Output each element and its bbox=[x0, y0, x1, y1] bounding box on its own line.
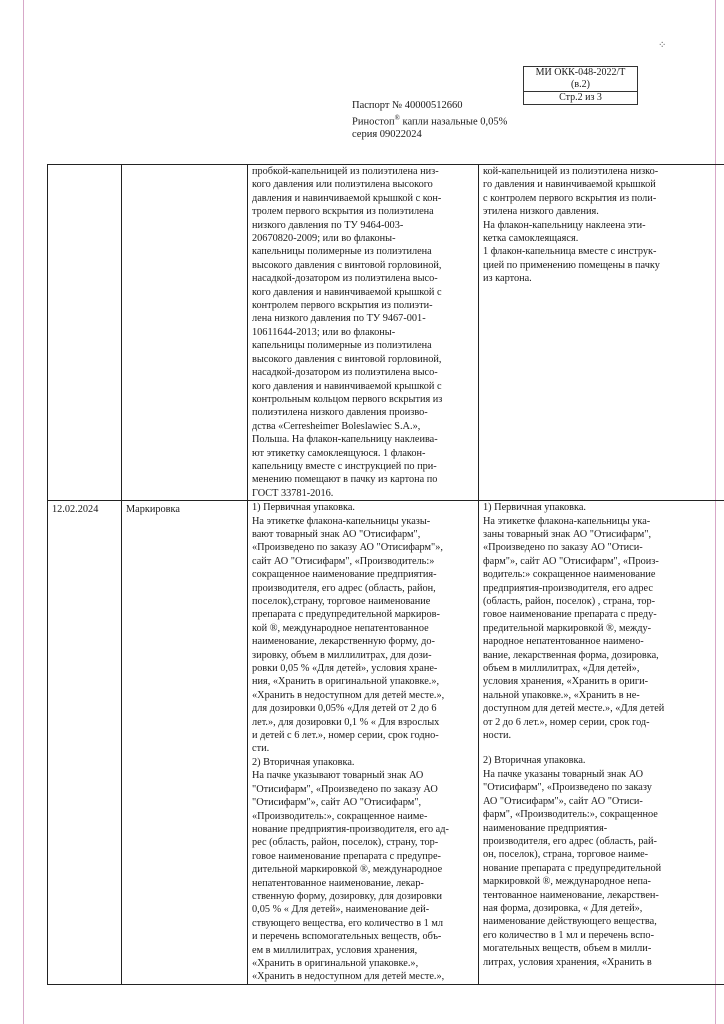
corner-mark: ⁘ bbox=[658, 40, 667, 51]
page-number: Стр.2 из 3 bbox=[523, 92, 638, 105]
old-primary-packaging-text: 1) Первичная упаковка. На этикетке флакона-капельницы указы- вают товарный знак АО "Отисифарм", «Произведено по заказу АО "Отисифарм"», сайт АО "Отисифарм", «Производитель:» сокращенное наименование предприятия- производителя, его адрес (область, район, поселок),страну, торговое наименование препарата с предупредительной маркиров- кой ®, международное непатентованное наименование, лекарственную форму, до- зировку, объем в миллилитрах, для дози- ровки 0,05 % «Для детей», условия хране- ния, «Хранить в оригинальной упаковке.», «Хранить в недоступном для детей месте.», для дозировки 0,05% «Для детей от 2 до 6 лет.», для дозировки 0,1 % « Для взрослых и детей с 6 лет.», номер серии, срок годно- сти. bbox=[252, 502, 445, 755]
product-name-line bbox=[352, 112, 507, 129]
old-packaging-text: пробкой-капельницей из полиэтилена низ- кого давления или полиэтилена высокого давления и навинчиваемой крышкой с кон- тролем первого вскрытия из полиэтилена низкого давления по ТУ 9464-003- 20670820-2009; или во флаконы- капельницы полимерные из полиэтилена высокого давления с винтовой горловиной, насадкой-дозатором из полиэтилена высо- кого давления и навинчиваемой крышкой с контролем первого вскрытия из полиэти- лена низкого давления по ТУ 9467-001- 10611644-2013; или во флаконы- капельницы полимерные из полиэтилена высокого давления с винтовой горловиной, насадкой-дозатором из полиэтилена высо- кого давления и навинчиваемой крышкой с контрольным кольцом первого вскрытия из полиэтилена низкого давления произво- дства «Cerresheimer Boleslawiec S.A.», Польша. На флакон-капельницу наклеива- ют этикетку самоклеящуюся. 1 флакон- капельницу вместе с инструкцией по при- менению помещают в пачку из картона по ГОСТ 33781-2016. bbox=[252, 166, 443, 499]
page-edge-line-left bbox=[23, 0, 24, 1024]
new-text-cell bbox=[479, 501, 724, 985]
product-form: капли назальные 0,05% bbox=[399, 116, 508, 128]
paragraph-gap bbox=[483, 742, 724, 754]
section-cell: Маркировка bbox=[122, 501, 248, 985]
new-primary-packaging-text: 1) Первичная упаковка. На этикетке флакона-капельницы ука- заны товарный знак АО "Отисифарм", «Произведено по заказу АО "Отиси- фарм"», сайт АО "Отисифарм", «Произ- водитель:» сокращенное наименование предприятия-производителя, его адрес (область, район, поселок) , страна, тор- говое наименование препарата с преду- предительной маркировкой ®, между- народное непатентованное наимено- вание, лекарственная форма, дозировка, объем в миллилитрах, «Для детей», условия хранения, «Хранить в ориги- нальной упаковке.», «Хранить в не- доступном для детей месте.», «Для детей от 2 до 6 лет.», номер серии, срок год- ности. bbox=[483, 502, 665, 742]
document-code: МИ ОКК-048-2022/Т (в.2) bbox=[523, 66, 638, 92]
passport-header bbox=[352, 100, 507, 141]
old-text-cell bbox=[248, 501, 479, 985]
table-row bbox=[48, 165, 724, 501]
passport-number: Паспорт № 40000512660 bbox=[352, 100, 463, 111]
section-cell bbox=[122, 165, 248, 501]
table-row bbox=[48, 501, 724, 985]
document-code-box bbox=[523, 66, 638, 105]
new-text-cell bbox=[479, 165, 724, 501]
new-packaging-text: кой-капельницей из полиэтилена низко- го давления и навинчиваемой крышкой с контролем первого вскрытия из поли- этилена низкого давления. На флакон-капельницу наклеена эти- кетка самоклеящаяся. 1 флакон-капельница вместе с инструк- цией по применению помещены в пачку из картона. bbox=[483, 166, 660, 285]
product-name: Риностоп bbox=[352, 116, 395, 128]
date-cell: 12.02.2024 bbox=[48, 501, 122, 985]
old-secondary-packaging-text: 2) Вторичная упаковка. На пачке указывают товарный знак АО "Отисифарм", «Произведено по заказу АО "Отисифарм"», сайт АО "Отисифарм", «Производитель:», сокращенное наиме- нование предприятия-производителя, его ад- рес (область, район, поселок), страну, тор- говое наименование препарата с предупре- дительной маркировкой ®, международное непатентованное наименование, лекар- ственную форму, дозировку, для дозировки 0,05 % « Для детей», наименование дей- ствующего вещества, его количество в 1 мл и перечень вспомогательных веществ, объ- ем в миллилитрах, условия хранения, «Хранить в оригинальной упаковке.», «Хранить в недоступном для детей месте.», bbox=[252, 756, 449, 983]
registered-mark: ® bbox=[394, 114, 400, 122]
series-number: серия 09022024 bbox=[352, 128, 422, 140]
changes-table bbox=[47, 164, 724, 985]
date-cell bbox=[48, 165, 122, 501]
old-text-cell bbox=[248, 165, 479, 501]
new-secondary-packaging-text: 2) Вторичная упаковка. На пачке указаны товарный знак АО "Отисифарм", «Произведено по заказу АО "Отисифарм"», сайт АО "Отиси- фарм", «Производитель:», сокращенное наименование предприятия- производителя, его адрес (область, рай- он, поселок), страна, торговое наиме- нование препарата с предупредительной маркировкой ®, международное непа- тентованное наименование, лекарствен- ная форма, дозировка, « Для детей», наименование действующего вещества, его количество в 1 мл и перечень вспо- могательных веществ, объем в милли- литрах, условия хранения, «Хранить в bbox=[483, 755, 662, 968]
changes-table-wrapper bbox=[47, 164, 702, 1023]
